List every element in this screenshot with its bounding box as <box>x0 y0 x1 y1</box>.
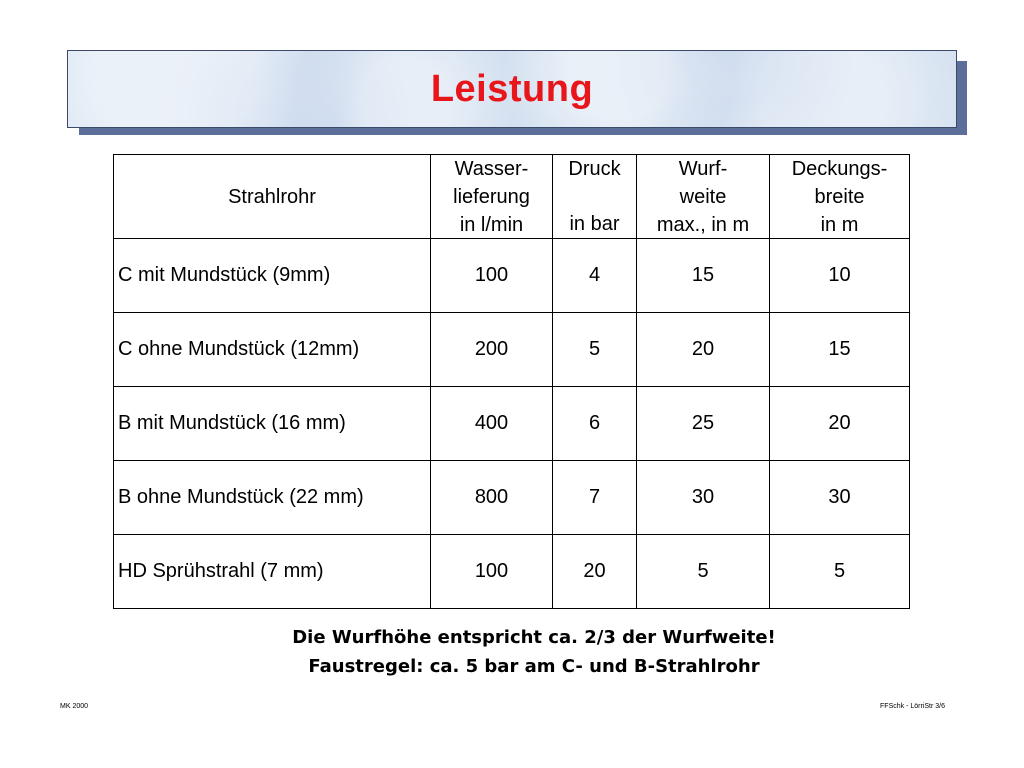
note-wurfhoehe: Die Wurfhöhe entspricht ca. 2/3 der Wurfweite! <box>292 627 776 648</box>
table-row <box>114 387 910 461</box>
cell-wasserlieferung: 100 <box>431 239 553 313</box>
cell-wurfweite: 25 <box>637 387 770 461</box>
cell-wasserlieferung: 200 <box>431 313 553 387</box>
cell-strahlrohr: B ohne Mundstück (22 mm) <box>114 461 431 535</box>
cell-wasserlieferung: 400 <box>431 387 553 461</box>
table-row <box>114 535 910 609</box>
cell-strahlrohr: C ohne Mundstück (12mm) <box>114 313 431 387</box>
cell-deckungsbreite: 30 <box>770 461 910 535</box>
cell-strahlrohr: B mit Mundstück (16 mm) <box>114 387 431 461</box>
cell-druck: 7 <box>553 461 637 535</box>
header-strahlrohr: Strahlrohr <box>114 155 431 239</box>
header-wasserlieferung: Wasser- lieferung in l/min <box>431 155 553 239</box>
cell-wurfweite: 30 <box>637 461 770 535</box>
performance-table <box>113 154 910 609</box>
note-faustregel: Faustregel: ca. 5 bar am C- und B-Strahlrohr <box>308 656 760 677</box>
cell-wurfweite: 5 <box>637 535 770 609</box>
cell-wurfweite: 20 <box>637 313 770 387</box>
table-row <box>114 313 910 387</box>
cell-wasserlieferung: 100 <box>431 535 553 609</box>
cell-druck: 4 <box>553 239 637 313</box>
table-row <box>114 461 910 535</box>
cell-deckungsbreite: 15 <box>770 313 910 387</box>
table-header-row <box>114 155 910 239</box>
header-deckungsbreite: Deckungs- breite in m <box>770 155 910 239</box>
table-row <box>114 239 910 313</box>
page-title: Leistung <box>430 67 594 110</box>
cell-deckungsbreite: 10 <box>770 239 910 313</box>
cell-strahlrohr: C mit Mundstück (9mm) <box>114 239 431 313</box>
title-banner <box>67 50 957 128</box>
cell-deckungsbreite: 20 <box>770 387 910 461</box>
header-wurfweite: Wurf- weite max., in m <box>637 155 770 239</box>
cell-druck: 5 <box>553 313 637 387</box>
cell-deckungsbreite: 5 <box>770 535 910 609</box>
header-druck: Druck in bar <box>553 155 637 239</box>
footer-right: FFSchk - LörriStr 3/6 <box>880 703 945 710</box>
cell-strahlrohr: HD Sprühstrahl (7 mm) <box>114 535 431 609</box>
cell-druck: 20 <box>553 535 637 609</box>
footer-left: MK 2000 <box>60 703 89 710</box>
cell-wasserlieferung: 800 <box>431 461 553 535</box>
cell-wurfweite: 15 <box>637 239 770 313</box>
cell-druck: 6 <box>553 387 637 461</box>
